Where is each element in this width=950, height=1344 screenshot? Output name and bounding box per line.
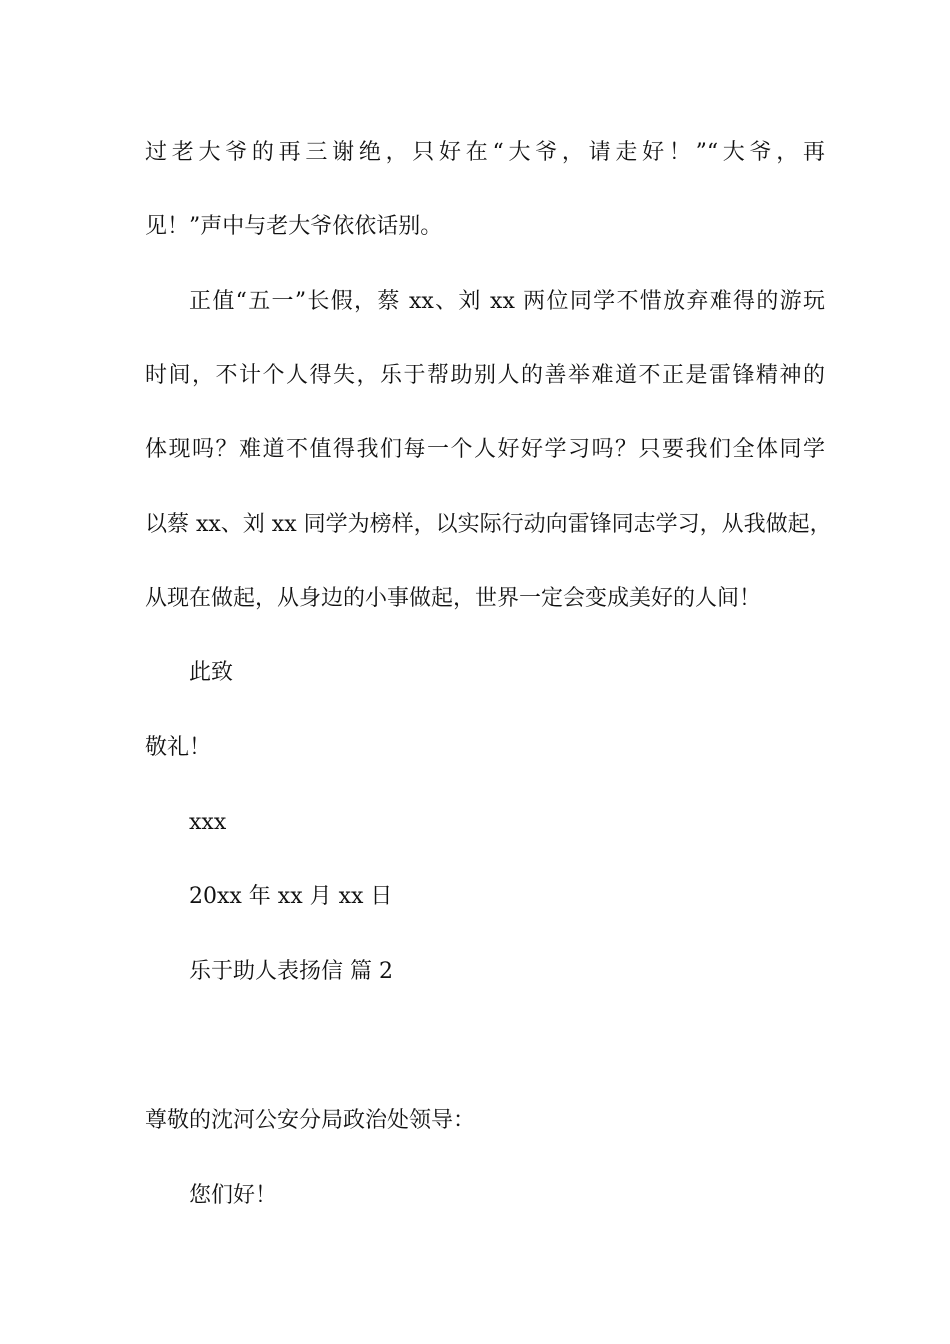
paragraph-line: 过老大爷的再三谢绝，只好在“大爷，请走好！”“大爷，再 [145, 140, 825, 165]
paragraph-line: 以蔡 xx、刘 xx 同学为榜样，以实际行动向雷锋同志学习，从我做起， [145, 512, 832, 537]
closing-salutation: 此致 [189, 660, 234, 685]
signature-name: xxx [189, 810, 227, 835]
letter-greeting: 尊敬的沈河公安分局政治处领导： [145, 1108, 476, 1133]
paragraph-line: 时间，不计个人得失，乐于帮助别人的善举难道不正是雷锋精神的 [145, 363, 825, 388]
letter-opening: 您们好！ [189, 1183, 278, 1208]
paragraph-line: 从现在做起，从身边的小事做起，世界一定会变成美好的人间！ [145, 586, 762, 611]
signature-date: 20xx 年 xx 月 xx 日 [189, 884, 393, 909]
section-heading: 乐于助人表扬信 篇 2 [189, 959, 393, 984]
paragraph-line: 体现吗？难道不值得我们每一个人好好学习吗？只要我们全体同学 [145, 437, 825, 462]
paragraph-line: 正值“五一”长假，蔡 xx、刘 xx 两位同学不惜放弃难得的游玩 [189, 289, 825, 314]
closing-regards: 敬礼！ [145, 735, 212, 760]
paragraph-line: 见！”声中与老大爷依依话别。 [145, 214, 443, 239]
